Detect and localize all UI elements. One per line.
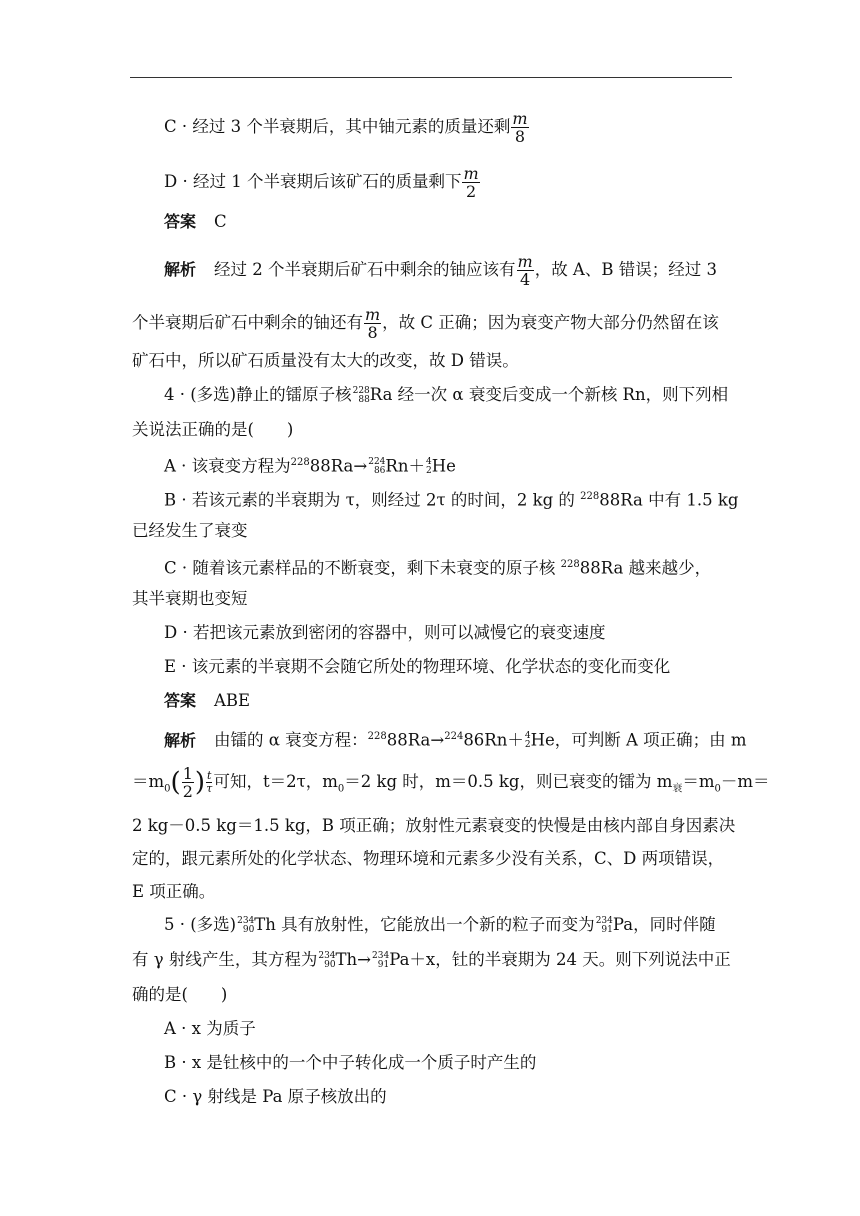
q4-option-a — [164, 452, 732, 478]
fraction-denominator: 2 — [465, 182, 477, 201]
atomic-number: 91 — [377, 959, 390, 970]
fraction-numerator: t — [207, 769, 212, 782]
fraction — [364, 306, 381, 341]
option-text: C · 随着该元素样品的不断衰变，剩下未衰变的原子核 — [164, 558, 561, 578]
analysis-label: 解析 — [164, 260, 197, 279]
question-stem: 5 · (多选) — [164, 915, 237, 934]
fraction-numerator: m — [463, 164, 479, 183]
isotope-rn — [368, 458, 385, 476]
atomic-number: 2 — [425, 466, 432, 476]
mass-number: 224 — [368, 457, 386, 467]
q4-answer — [164, 690, 732, 712]
option-text: B · x 是钍核中的一个中子转化成一个质子时产生的 — [164, 1053, 537, 1072]
q4-analysis-line5 — [132, 881, 732, 903]
q4-option-b — [164, 486, 739, 512]
subscript: 0 — [337, 783, 345, 795]
question-stem: Ra 经一次 α 衰变后变成一个新核 Rn，则下列相 — [369, 385, 729, 404]
fraction — [517, 253, 534, 288]
option-text: A · 该衰变方程为 — [164, 456, 291, 476]
right-paren: ) — [194, 767, 206, 798]
option-text: D · 若把该元素放到密闭的容器中，则可以减慢它的衰变速度 — [164, 623, 606, 642]
q3-answer — [164, 211, 732, 233]
question-stem: Th 具有放射性，它能放出一个新的粒子而变为 — [254, 915, 595, 934]
q4-option-e — [164, 656, 732, 678]
option-text: 已经发生了衰变 — [132, 521, 248, 540]
fraction-numerator: 1 — [182, 764, 193, 783]
superscript: 224 — [444, 731, 464, 742]
atomic-number: 90 — [242, 924, 255, 935]
q3-analysis-line3 — [132, 350, 732, 372]
answer-label: 答案 — [164, 212, 197, 231]
q5-stem-line1 — [164, 914, 732, 936]
question-stem: Pa，同时伴随 — [612, 915, 716, 934]
analysis-text: －m＝ — [720, 772, 770, 791]
analysis-text: 2 kg－0.5 kg＝1.5 kg，B 项正确；放射性元素衰变的快慢是由核内部自身因素决 — [132, 816, 736, 835]
option-text: 其半衰期也变短 — [132, 589, 248, 608]
q5-option-b — [164, 1052, 732, 1074]
option-text: B · 若该元素的半衰期为 τ，则经过 2τ 的时间，2 kg 的 — [164, 490, 581, 510]
q4-option-d — [164, 622, 732, 644]
mass-number: 4 — [425, 457, 432, 467]
question-stem: 有 γ 射线产生，其方程为 — [132, 950, 318, 969]
exponent-fraction — [206, 770, 212, 795]
q5-stem-line3 — [132, 984, 732, 1006]
fraction-denominator: τ — [206, 782, 213, 795]
isotope-ra — [353, 387, 370, 405]
option-text: 88Ra 越来越少， — [579, 558, 712, 578]
option-text: 88Ra→ — [309, 456, 368, 476]
option-text: C · γ 射线是 Pa 原子核放出的 — [164, 1087, 387, 1106]
atomic-number: 91 — [601, 924, 613, 935]
question-stem: Pa＋x，钍的半衰期为 24 天。则下列说法中正 — [389, 950, 731, 969]
answer-value: C — [214, 212, 227, 231]
superscript: 228 — [290, 457, 310, 468]
option-text: E · 该元素的半衰期不会随它所处的物理环境、化学状态的变化而变化 — [164, 657, 671, 676]
q4-option-c — [164, 554, 732, 580]
header-rule — [130, 77, 732, 78]
fraction-denominator: 2 — [182, 782, 193, 801]
isotope-pa — [372, 952, 389, 970]
fraction-numerator: m — [365, 305, 381, 324]
isotope-pa — [596, 917, 613, 935]
question-stem: 关说法正确的是( ) — [132, 420, 294, 439]
question-stem: 4 · (多选)静止的镭原子核 — [164, 385, 352, 404]
fraction-denominator: 4 — [520, 270, 531, 289]
mass-number: 234 — [372, 950, 390, 961]
analysis-label: 解析 — [164, 730, 197, 750]
question-stem: 确的是( ) — [132, 985, 228, 1004]
analysis-text: 由镭的 α 衰变方程： — [214, 730, 368, 750]
q5-option-c — [164, 1086, 732, 1108]
analysis-text: ＝m — [132, 772, 165, 791]
q3-option-c — [164, 110, 732, 145]
q4-analysis-line3 — [132, 815, 736, 837]
left-paren: ( — [170, 767, 181, 798]
atomic-number: 86 — [373, 466, 386, 476]
analysis-text: 定的，跟元素所处的化学状态、物理环境和元素多少没有关系，C、D 两项错误， — [132, 849, 725, 868]
fraction — [182, 765, 194, 800]
answer-label: 答案 — [164, 691, 197, 710]
analysis-text: ＝m — [682, 772, 715, 791]
isotope-th — [237, 917, 254, 935]
fraction-denominator: 8 — [367, 323, 378, 342]
mass-number: 234 — [595, 915, 613, 926]
analysis-text: ＝2 kg 时，m＝0.5 kg，则已衰变的镭为 m — [344, 772, 673, 791]
q4-option-c-line2 — [132, 588, 732, 610]
analysis-text: 86Rn＋ — [463, 730, 524, 750]
fraction-numerator: m — [512, 109, 528, 128]
atomic-number: 90 — [324, 959, 336, 970]
superscript: 228 — [367, 731, 387, 742]
analysis-text: ，故 C 正确；因为衰变产物大部分仍然留在该 — [382, 313, 719, 332]
option-text: A · x 为质子 — [164, 1019, 256, 1038]
q4-option-b-line2 — [132, 520, 732, 542]
subscript: 0 — [714, 783, 721, 795]
mass-number: 234 — [237, 915, 255, 926]
fraction — [462, 165, 479, 200]
subscript: 0 — [164, 783, 171, 795]
answer-value: ABE — [214, 691, 251, 710]
option-text: He — [431, 456, 456, 476]
option-text: 88Ra 中有 1.5 kg — [599, 490, 739, 510]
q4-stem-line2 — [132, 419, 732, 441]
atomic-number: 2 — [524, 740, 531, 750]
option-text: Rn＋ — [385, 456, 425, 476]
isotope-th — [318, 952, 335, 970]
q4-analysis-line2 — [132, 764, 770, 801]
analysis-text: 88Ra→ — [386, 730, 445, 750]
q3-analysis-line2 — [132, 306, 732, 341]
q5-option-a — [164, 1018, 732, 1040]
mass-number: 234 — [318, 950, 336, 961]
fraction-denominator: 8 — [514, 127, 526, 146]
fraction — [511, 110, 528, 145]
fraction-numerator: m — [517, 252, 533, 271]
q4-stem-line1 — [164, 384, 732, 406]
q4-analysis-line4 — [132, 848, 732, 870]
analysis-text: 个半衰期后矿石中剩余的铀还有 — [132, 313, 363, 332]
q3-option-c-text: C · 经过 3 个半衰期后，其中铀元素的质量还剩 — [164, 117, 511, 136]
analysis-text: ，故 A、B 错误；经过 3 — [534, 260, 717, 279]
q3-analysis-line1 — [164, 253, 732, 288]
analysis-text: 矿石中，所以矿石质量没有太大的改变，故 D 错误。 — [132, 351, 519, 370]
mass-number: 4 — [524, 731, 531, 741]
mass-number: 228 — [352, 385, 370, 396]
analysis-text: 经过 2 个半衰期后矿石中剩余的铀应该有 — [214, 260, 516, 279]
superscript: 228 — [560, 559, 580, 570]
analysis-text: E 项正确。 — [132, 882, 216, 901]
q3-option-d-text: D · 经过 1 个半衰期后该矿石的质量剩下 — [164, 172, 462, 191]
q5-stem-line2 — [132, 949, 732, 971]
analysis-text: 可知，t＝2τ，m — [213, 772, 338, 791]
superscript: 228 — [580, 491, 600, 502]
subscript: 衰 — [672, 783, 683, 795]
q3-option-d — [164, 165, 732, 200]
question-stem: Th→ — [335, 950, 372, 969]
atomic-number: 88 — [358, 394, 370, 405]
q4-analysis-line1 — [164, 726, 747, 752]
analysis-text: He，可判断 A 项正确；由 m — [530, 730, 747, 750]
